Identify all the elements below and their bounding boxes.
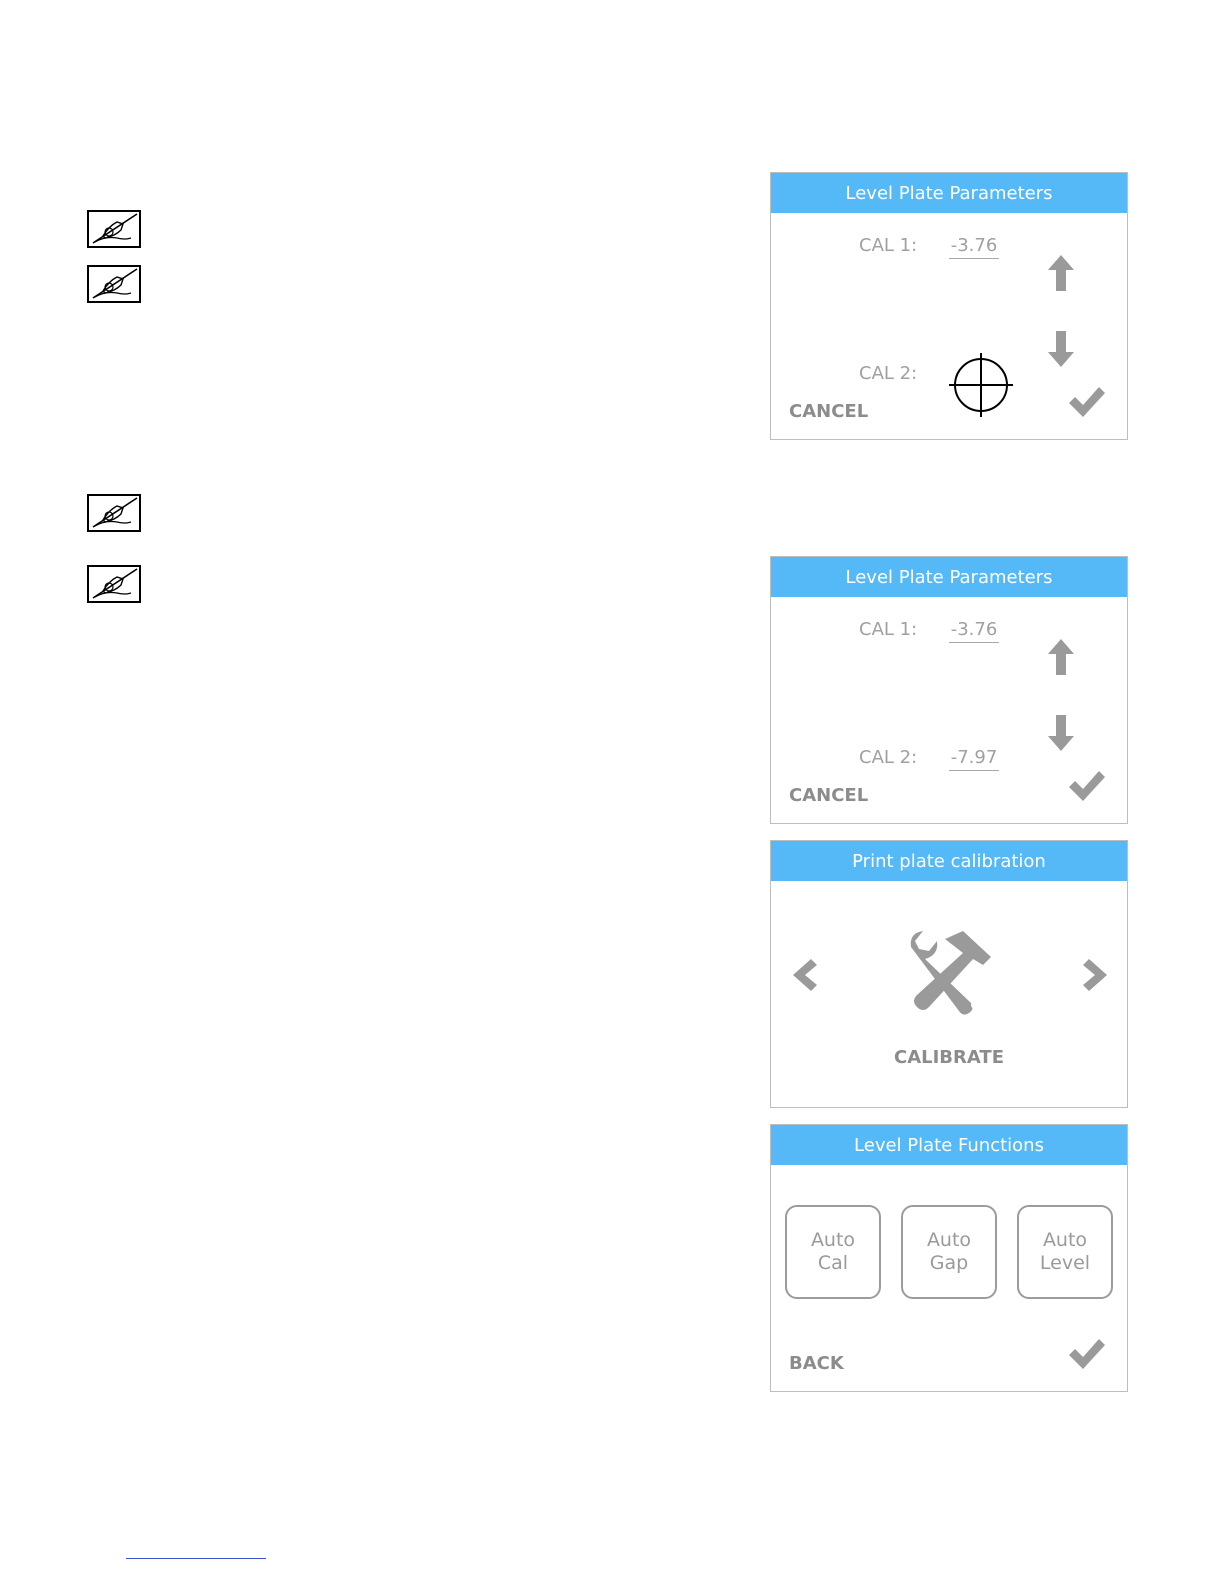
checkmark-icon[interactable] [1067, 385, 1107, 424]
screen-body [771, 213, 1127, 439]
arrow-up-icon[interactable] [1047, 637, 1075, 682]
calibrate-button[interactable]: CALIBRATE [894, 1047, 1004, 1068]
print-plate-calibration-screen [770, 840, 1128, 1108]
screen-body [771, 597, 1127, 823]
level-plate-parameters-screen [770, 556, 1128, 824]
note-pencil-icon [87, 494, 141, 532]
note-pencil-icon [87, 265, 141, 303]
wrench-hammer-icon[interactable] [901, 927, 997, 1028]
button-label-line: Cal [817, 1252, 849, 1274]
cal1-label: CAL 1: [859, 619, 918, 640]
cal1-label: CAL 1: [859, 235, 918, 256]
button-label-line: Gap [929, 1252, 969, 1274]
cal1-value[interactable]: -3.76 [949, 235, 999, 259]
button-label-line: Auto [1042, 1229, 1088, 1251]
footer-link[interactable] [126, 1558, 266, 1559]
chevron-left-icon[interactable] [791, 957, 817, 998]
note-pencil-icon [87, 565, 141, 603]
button-label-line: Level [1039, 1252, 1091, 1274]
screen-title: Level Plate Functions [771, 1125, 1127, 1165]
screen-body [771, 1165, 1127, 1391]
crosshair-icon [947, 351, 1015, 424]
cal2-value[interactable]: -7.97 [949, 747, 999, 771]
cal2-label: CAL 2: [859, 747, 918, 768]
back-button[interactable]: BACK [789, 1353, 844, 1374]
cancel-button[interactable]: CANCEL [789, 785, 869, 806]
auto-level-button[interactable] [1017, 1205, 1113, 1299]
level-plate-parameters-screen [770, 172, 1128, 440]
screen-title: Level Plate Parameters [771, 557, 1127, 597]
auto-cal-button[interactable] [785, 1205, 881, 1299]
arrow-up-icon[interactable] [1047, 253, 1075, 298]
auto-gap-button[interactable] [901, 1205, 997, 1299]
button-label-line: Auto [810, 1229, 856, 1251]
checkmark-icon[interactable] [1067, 1337, 1107, 1376]
cal1-value[interactable]: -3.76 [949, 619, 999, 643]
screen-body [771, 881, 1127, 1107]
cancel-button[interactable]: CANCEL [789, 401, 869, 422]
screen-title: Print plate calibration [771, 841, 1127, 881]
arrow-down-icon[interactable] [1047, 329, 1075, 374]
cal2-label: CAL 2: [859, 363, 918, 384]
screen-title: Level Plate Parameters [771, 173, 1127, 213]
level-plate-functions-screen [770, 1124, 1128, 1392]
chevron-right-icon[interactable] [1083, 957, 1109, 998]
note-pencil-icon [87, 210, 141, 248]
button-label-line: Auto [926, 1229, 972, 1251]
arrow-down-icon[interactable] [1047, 713, 1075, 758]
checkmark-icon[interactable] [1067, 769, 1107, 808]
